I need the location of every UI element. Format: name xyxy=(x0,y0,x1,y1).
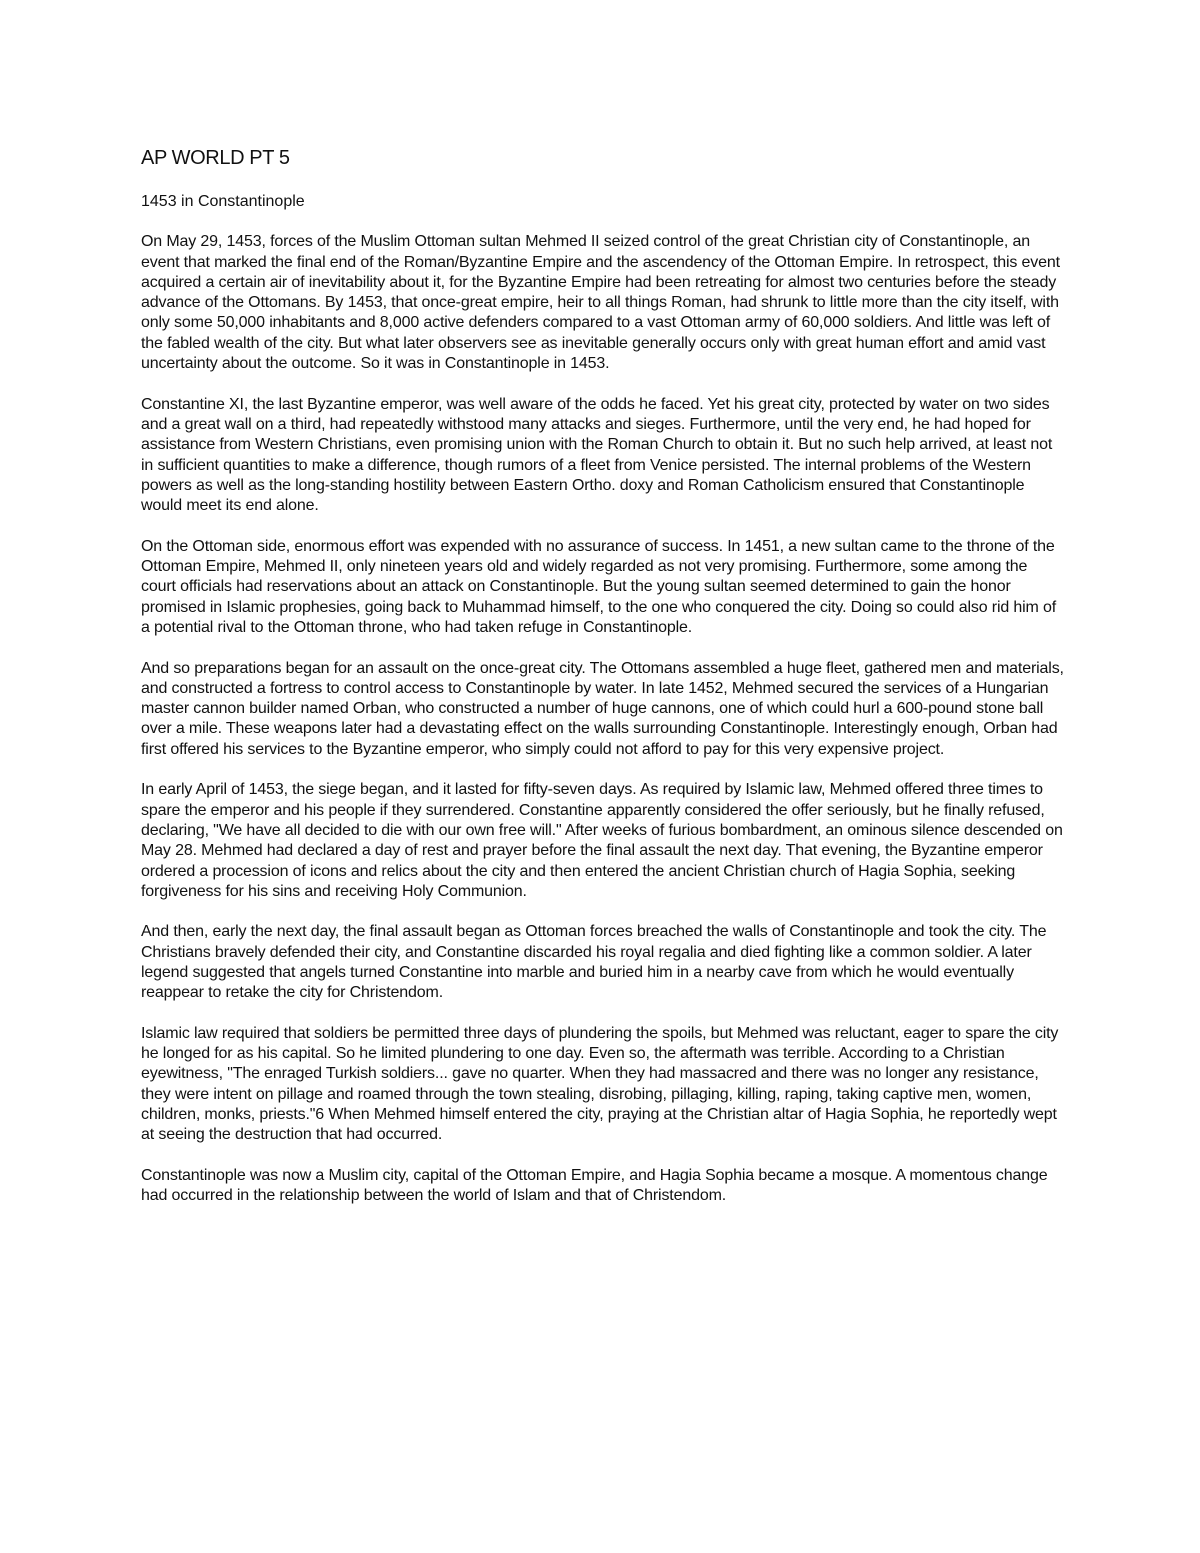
document-subtitle: 1453 in Constantinople xyxy=(141,193,305,210)
paragraph-3: On the Ottoman side, enormous effort was expended with no assurance of success. In 1451, a new sultan came to the throne of the Ottoman Empire, Mehmed II, only nineteen years old and widely regarded as not very promising. Furthermore, some among the court officials had reservations about an attack on Constantinople. But the young sultan seemed determined to gain the honor promised in Islamic prophesies, going back to Muhammad himself, to the one who conquered the city. Doing so could also rid him of a potential rival to the Ottoman throne, who had taken refuge in Constantinople. xyxy=(141,537,1057,636)
document-page xyxy=(141,146,1066,1227)
paragraph-7: Islamic law required that soldiers be permitted three days of plundering the spoils, but Mehmed was reluctant, eager to spare the city he longed for as his capital. So he limited plundering to one day. Even so, the aftermath was terrible. According to a Christian eyewitness, "The enraged Turkish soldiers... gave no quarter. When they had massacred and there was no longer any resistance, they were intent on pillage and roamed through the town stealing, disrobing, pillaging, killing, raping, taking captive men, women, children, monks, priests."6 When Mehmed himself entered the city, praying at the Christian altar of Hagia Sophia, he reportedly wept at seeing the destruction that had occurred. xyxy=(141,1024,1059,1144)
paragraph-4: And so preparations began for an assault on the once-great city. The Ottomans assembled a huge fleet, gathered men and materials, and constructed a fortress to control access to Constantinople by water. In late 1452, Mehmed secured the services of a Hungarian master cannon builder named Orban, who constructed a number of huge cannons, one of which could hurl a 600-pound stone ball over a mile. These weapons later had a devastating effect on the walls surrounding Constantinople. Interestingly enough, Orban had first offered his services to the Byzantine emperor, who simply could not afford to pay for this very expensive project. xyxy=(141,659,1064,758)
paragraph-6: And then, early the next day, the final assault began as Ottoman forces breached the walls of Constantinople and took the city. The Christians bravely defended their city, and Constantine discarded his royal regalia and died fighting like a common soldier. A later legend suggested that angels turned Constantine into marble and buried him in a nearby cave from which he would eventually reappear to retake the city for Christendom. xyxy=(141,923,1047,1002)
paragraph-8: Constantinople was now a Muslim city, capital of the Ottoman Empire, and Hagia Sophia became a mosque. A momentous change had occurred in the relationship between the world of Islam and that of Christendom. xyxy=(141,1166,1048,1205)
paragraph-1: On May 29, 1453, forces of the Muslim Ottoman sultan Mehmed II seized control of the great Christian city of Constantinople, an event that marked the final end of the Roman/Byzantine Empire and the ascendency of the Ottoman Empire. In retrospect, this event acquired a certain air of inevitability about it, for the Byzantine Empire had been retreating for almost two centuries before the steady advance of the Ottomans. By 1453, that once-great empire, heir to all things Roman, had shrunk to little more than the city itself, with only some 50,000 inhabitants and 8,000 active defenders compared to a vast Ottoman army of 60,000 soldiers. And little was left of the fabled wealth of the city. But what later observers see as inevitable generally occurs only with great human effort and amid vast uncertainty about the outcome. So it was in Constantinople in 1453. xyxy=(141,233,1060,373)
document-title: AP WORLD PT 5 xyxy=(141,147,290,169)
paragraph-5: In early April of 1453, the siege began, and it lasted for fifty-seven days. As required by Islamic law, Mehmed offered three times to spare the emperor and his people if they surrendered. Constantine apparently considered the offer seriously, but he finally refused, declaring, "We have all decided to die with our own free will." After weeks of furious bombardment, an ominous silence descended on May 28. Mehmed had declared a day of rest and prayer before the final assault the next day. That evening, the Byzantine emperor ordered a procession of icons and relics about the city and then entered the ancient Christian church of Hagia Sophia, seeking forgiveness for his sins and receiving Holy Communion. xyxy=(141,781,1063,900)
paragraph-2: Constantine XI, the last Byzantine emperor, was well aware of the odds he faced. Yet his great city, protected by water on two sides and a great wall on a third, had repeatedly withstood many attacks and sieges. Furthermore, until the very end, he had hoped for assistance from Western Christians, even promising union with the Roman Church to obtain it. But no such help arrived, at least not in sufficient quantities to make a difference, though rumors of a fleet from Venice persisted. The internal problems of the Western powers as well as the long-standing hostility between Eastern Ortho. doxy and Roman Catholicism ensured that Constantinople would meet its end alone. xyxy=(141,395,1053,515)
